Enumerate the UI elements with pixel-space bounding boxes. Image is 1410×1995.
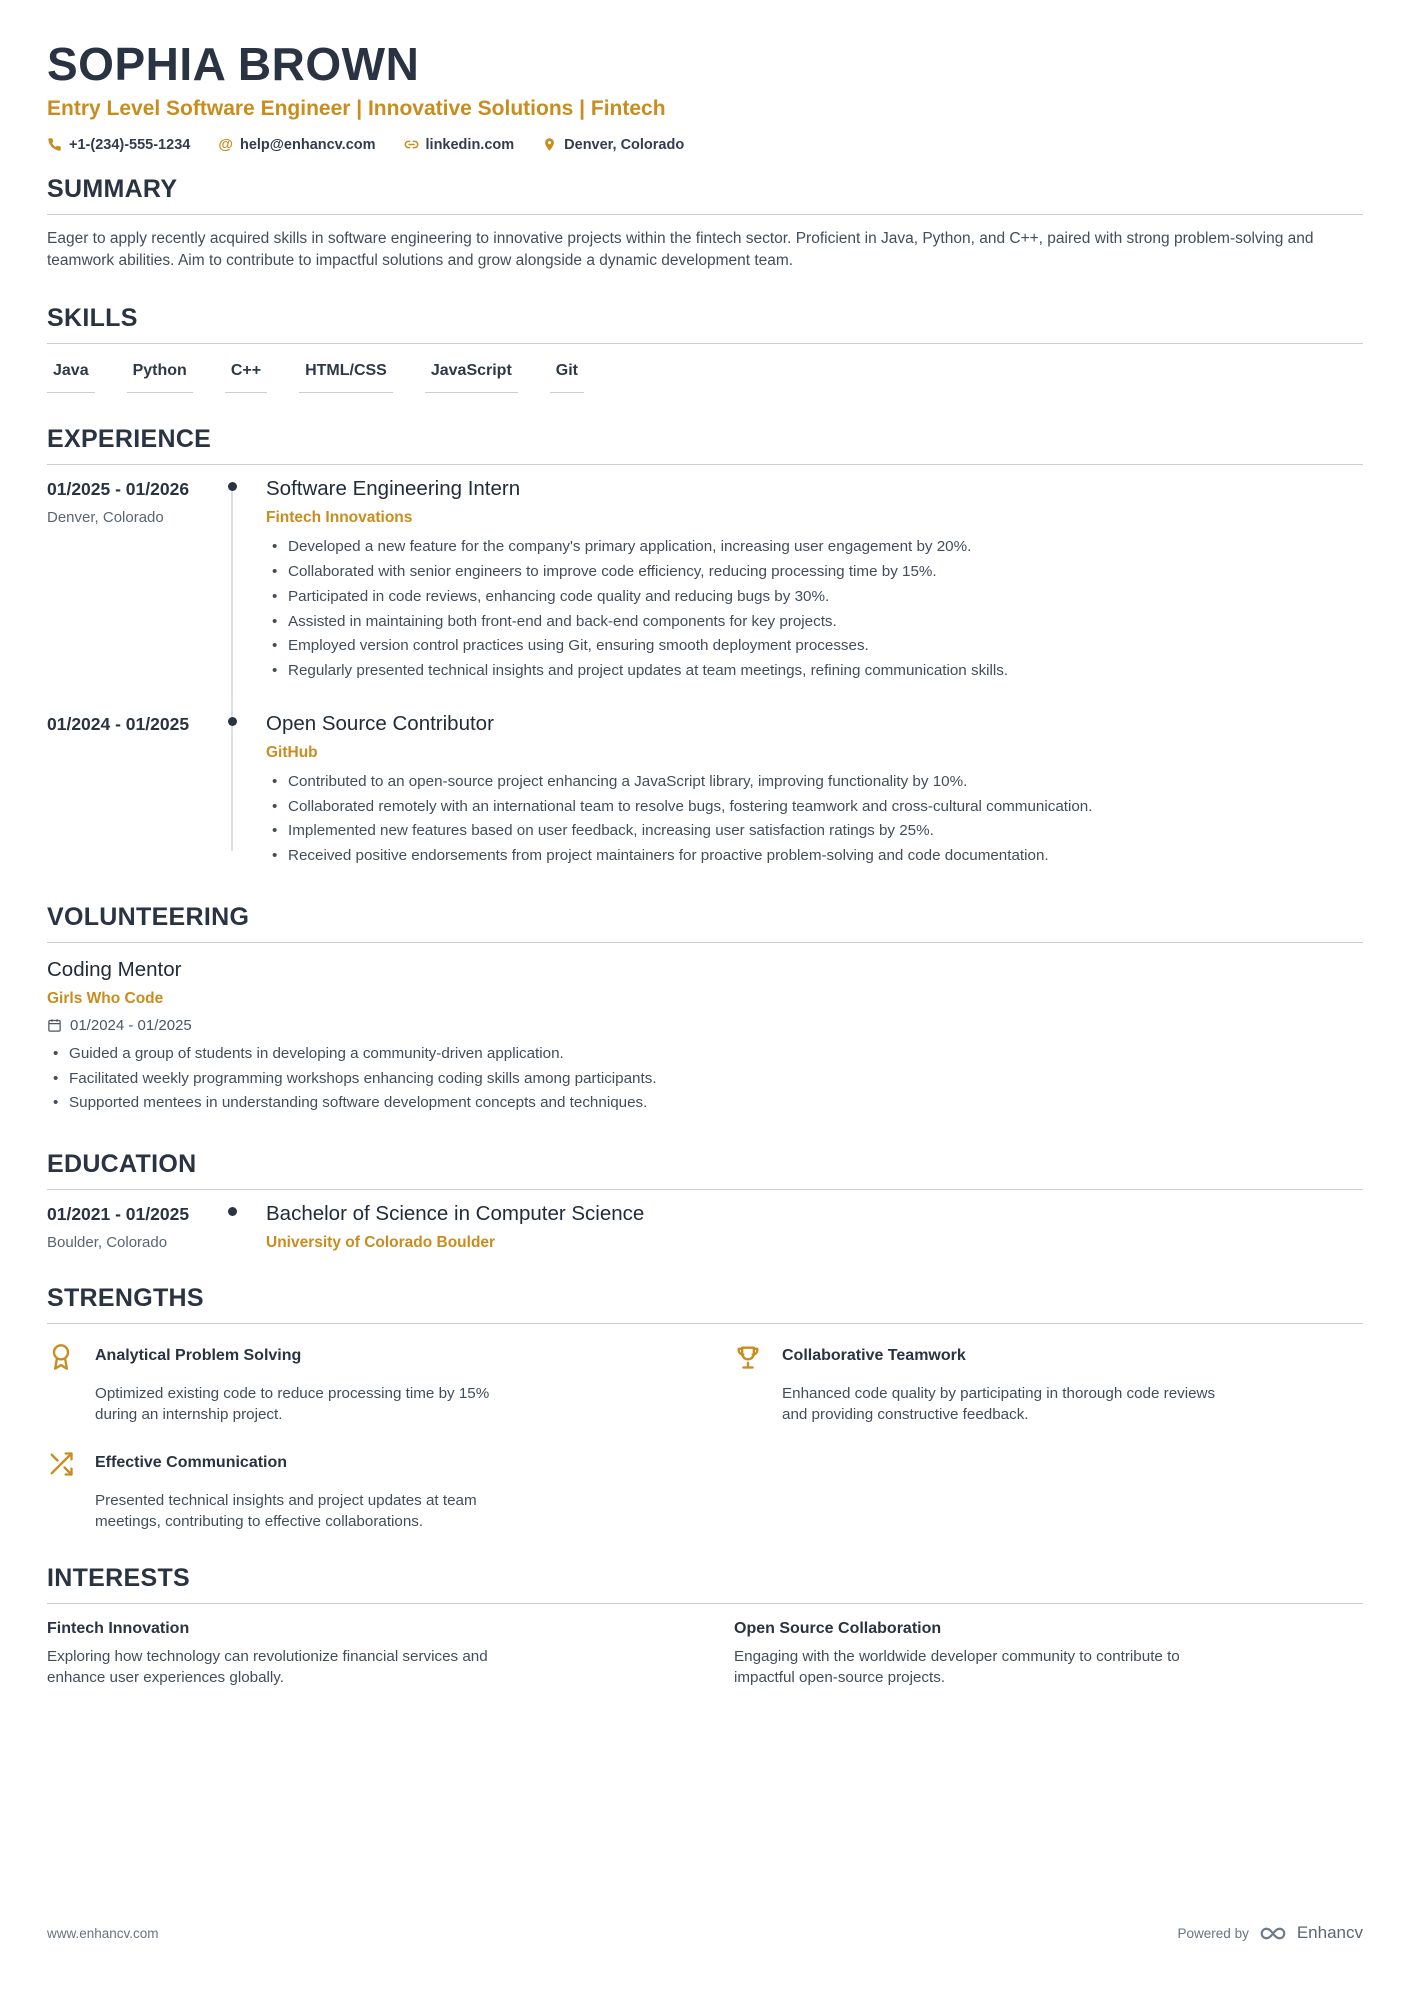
experience-dates: 01/2025 - 01/2026 [47,479,190,500]
timeline-cell [215,477,266,686]
interest-text: Engaging with the worldwide developer community to contribute to impactful open-source projects. [734,1648,1180,1686]
medal-icon [47,1342,95,1376]
interest-title: Fintech Innovation [47,1620,190,1638]
link-icon [404,137,419,152]
timeline-dot [228,1207,237,1216]
job-bullets [266,537,1363,681]
school-name: University of Colorado Boulder [266,1234,496,1252]
strengths-grid [47,1342,1363,1532]
experience-meta [47,477,215,686]
page-footer [47,1923,1363,1943]
interests-grid [47,1620,1363,1688]
strength-title: Analytical Problem Solving [95,1347,302,1365]
volunteer-dates: 01/2024 - 01/2025 [70,1016,192,1034]
timeline-dot [228,717,237,726]
strength-text: Optimized existing code to reduce processing time by 15% during an internship project. [95,1385,490,1423]
education-meta [47,1202,215,1252]
experience-location: Denver, Colorado [47,509,164,527]
strength-item [47,1342,676,1425]
strength-item [47,1449,676,1532]
skill-tag: HTML/CSS [299,362,393,393]
company-name: GitHub [266,743,318,761]
interest-item [47,1620,676,1688]
skill-tag: C++ [225,362,267,393]
education-location: Boulder, Colorado [47,1234,168,1252]
phone-icon [47,137,62,152]
strengths-heading: STRENGTHS [47,1284,1363,1324]
skill-tag: Java [47,362,95,393]
enhancv-logo-icon [1258,1924,1288,1943]
job-bullet: • Contributed to an open-source project enhancing a JavaScript library, improving functionality by 10%. [266,772,1363,792]
section-education [47,1150,1363,1252]
contact-email-text: help@enhancv.com [239,136,376,153]
volunteer-dates-row [47,1017,1363,1034]
job-bullet: • Regularly presented technical insights and project updates at team meetings, refining communication skills. [266,661,1363,681]
contact-email[interactable] [218,136,375,153]
strength-title: Collaborative Teamwork [782,1347,966,1365]
volunteer-bullet: • Supported mentees in understanding software development concepts and techniques. [47,1093,1363,1113]
enhancv-brand-name: Enhancv [1296,1923,1363,1942]
volunteer-bullet: • Guided a group of students in developing a community-driven application. [47,1044,1363,1064]
skill-tag: Git [550,362,584,393]
strength-text: Enhanced code quality by participating in thorough code reviews and providing constructive feedback. [782,1385,1216,1423]
skill-tag: Python [127,362,193,393]
contact-phone-text: +1-(234)-555-1234 [69,136,191,153]
degree-title: Bachelor of Science in Computer Science [266,1202,645,1226]
experience-dates: 01/2024 - 01/2025 [47,713,190,734]
section-interests [47,1564,1363,1688]
strength-item [734,1342,1363,1425]
summary-text: Eager to apply recently acquired skills in software engineering to innovative projects within the fintech sector. Proficient in Java, Python, and C++, paired with strong problem-solving and teamwork abilities. Aim to contribute to impactful solutions and grow alongside a dynamic development team. [47,230,1314,270]
job-title: Software Engineering Intern [266,477,521,501]
contact-linkedin-text: linkedin.com [425,136,515,153]
contact-linkedin[interactable] [404,137,515,153]
contact-location [542,137,684,153]
experience-content [266,712,1363,871]
interests-heading: INTERESTS [47,1564,1363,1604]
calendar-icon [47,1018,62,1033]
skills-heading: SKILLS [47,304,1363,344]
summary-heading: SUMMARY [47,175,1363,215]
education-list [47,1202,1363,1252]
contact-location-text: Denver, Colorado [564,136,685,153]
strategy-icon [47,1449,95,1483]
company-name: Fintech Innovations [266,509,413,527]
job-bullet: • Developed a new feature for the company's primary application, increasing user engagement by 20%. [266,537,1363,557]
volunteer-organization: Girls Who Code [47,989,164,1007]
location-icon [542,137,557,152]
education-heading: EDUCATION [47,1150,1363,1190]
job-bullet: • Collaborated remotely with an international team to resolve bugs, fostering teamwork and cross-cultural communication. [266,797,1363,817]
job-bullet: • Received positive endorsements from project maintainers for proactive problem-solving and code documentation. [266,846,1363,866]
volunteer-bullets [47,1044,1363,1113]
section-experience [47,425,1363,871]
education-content [266,1202,1363,1252]
education-dates: 01/2021 - 01/2025 [47,1204,190,1225]
timeline-dot [228,482,237,491]
job-bullet: • Collaborated with senior engineers to improve code efficiency, reducing processing time by 15%. [266,562,1363,582]
section-volunteering [47,903,1363,1118]
volunteer-role-title: Coding Mentor [47,957,182,981]
experience-content [266,477,1363,686]
job-bullet: • Employed version control practices using Git, ensuring smooth deployment processes. [266,636,1363,656]
strength-title: Effective Communication [95,1454,288,1472]
at-icon: @ [218,136,233,154]
job-bullet: • Participated in code reviews, enhancing code quality and reducing bugs by 30%. [266,587,1363,607]
section-skills [47,304,1363,393]
interest-text: Exploring how technology can revolutionize financial services and enhance user experiences globally. [47,1648,488,1686]
volunteering-heading: VOLUNTEERING [47,903,1363,943]
section-strengths [47,1284,1363,1532]
powered-by-label: Powered by [1177,1925,1249,1941]
candidate-headline: Entry Level Software Engineer | Innovative Solutions | Fintech [47,97,666,121]
job-bullet: • Implemented new features based on user feedback, increasing user satisfaction ratings by 25%. [266,821,1363,841]
job-title: Open Source Contributor [266,711,494,735]
experience-entry [47,477,1363,686]
section-summary [47,175,1363,272]
powered-by-group[interactable] [1178,1923,1363,1943]
experience-entry [47,712,1363,871]
trophy-icon [734,1342,782,1376]
interest-item [734,1620,1363,1688]
job-bullets [266,772,1363,866]
strength-text: Presented technical insights and project updates at team meetings, contributing to effective collaborations. [95,1492,477,1530]
job-bullet: • Assisted in maintaining both front-end and back-end components for key projects. [266,612,1363,632]
timeline-cell [215,712,266,871]
resume-header [47,40,1363,153]
volunteer-bullet: • Facilitated weekly programming workshops enhancing coding skills among participants. [47,1069,1363,1089]
experience-meta [47,712,215,871]
timeline-cell [215,1202,266,1252]
skills-list [47,362,1363,393]
experience-list [47,477,1363,871]
education-entry [47,1202,1363,1252]
experience-heading: EXPERIENCE [47,425,1363,465]
interest-title: Open Source Collaboration [734,1620,942,1638]
enhancv-website-link[interactable]: www.enhancv.com [47,1925,159,1941]
skill-tag: JavaScript [425,362,518,393]
contact-phone [47,137,190,153]
candidate-name: SOPHIA BROWN [47,38,420,90]
contact-row [47,136,1363,153]
